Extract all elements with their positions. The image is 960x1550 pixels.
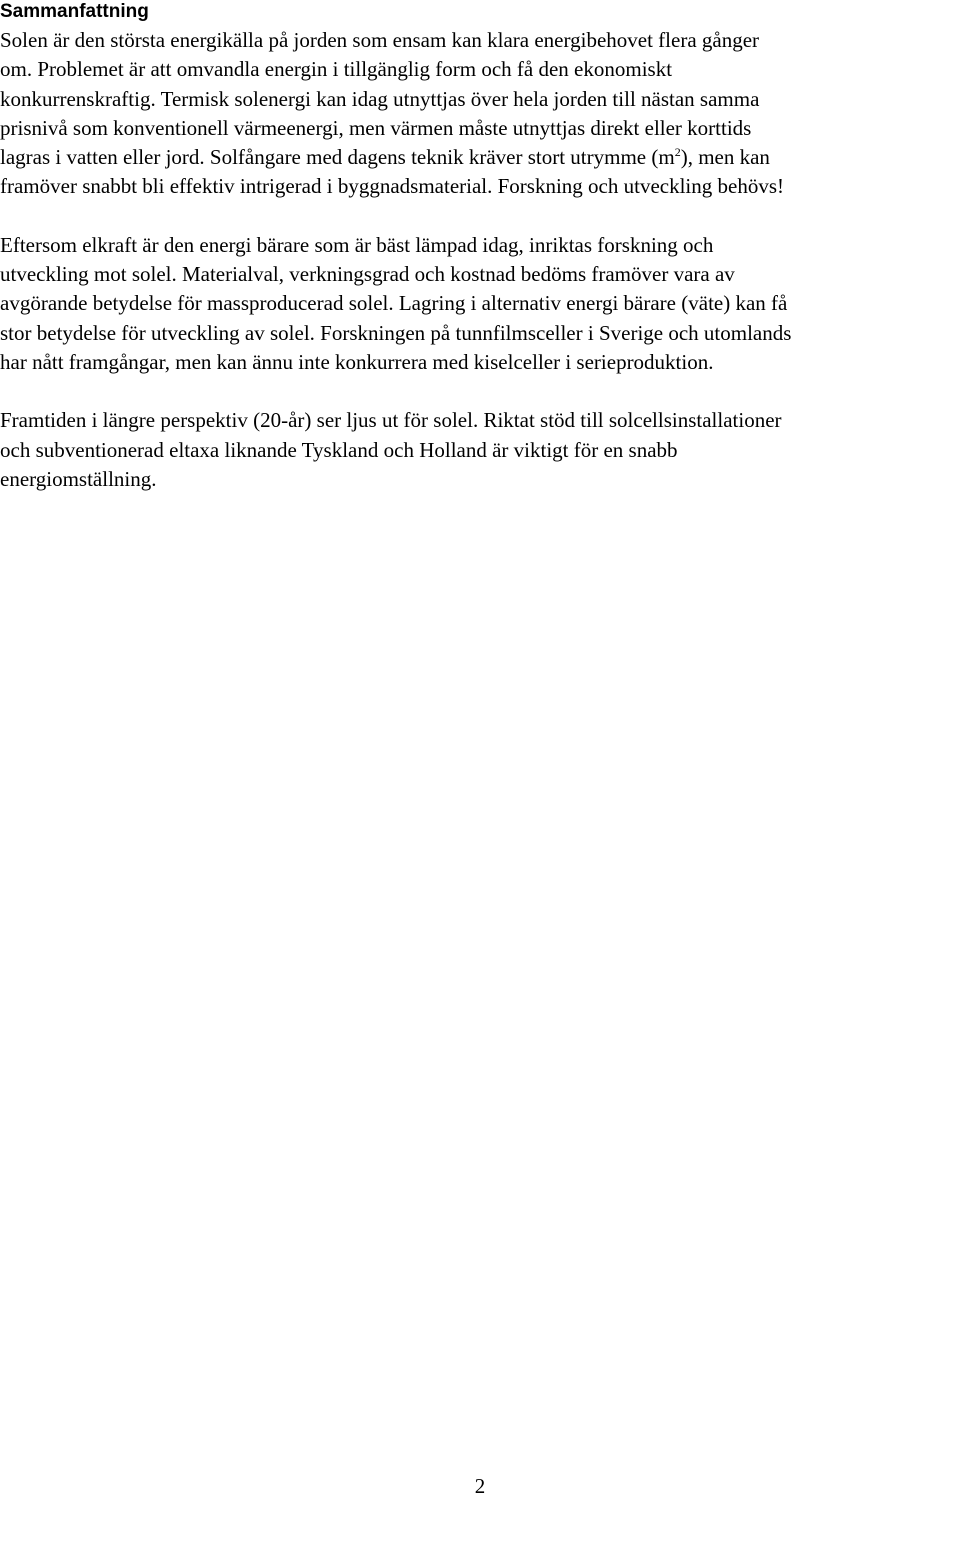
text-line: har nått framgångar, men kan ännu inte konkurrera med kiselceller i serieproduktion. (0, 349, 714, 374)
text-segment: lagras i vatten eller jord. Solfångare med dagens teknik kräver stort utrymme (m (0, 145, 675, 170)
text-line: Eftersom elkraft är den energi bärare som är bäst lämpad idag, inriktas forskning och (0, 232, 714, 257)
text-line: om. Problemet är att omvandla energin i tillgänglig form och få den ekonomiskt (0, 57, 673, 82)
page-number: 2 (474, 1474, 486, 1498)
text-line: Framtiden i längre perspektiv (20-år) ser ljus ut för solel. Riktat stöd till solcellsinstallationer (0, 408, 782, 433)
section-heading: Sammanfattning (0, 1, 149, 22)
superscript: 2 (674, 145, 681, 160)
text-segment: ), men kan (680, 145, 770, 170)
text-line: stor betydelse för utveckling av solel. Forskningen på tunnfilmsceller i Sverige och utomlands (0, 320, 792, 345)
text-line (0, 143, 960, 172)
text-line: Solen är den största energikälla på jorden som ensam kan klara energibehovet flera gånger (0, 28, 760, 52)
text-line: och subventionerad eltaxa liknande Tyskland och Holland är viktigt för en snabb (0, 437, 678, 462)
text-line: utveckling mot solel. Materialval, verkningsgrad och kostnad bedöms framöver vara av (0, 262, 735, 287)
text-line: framöver snabbt bli effektiv intrigerad i byggnadsmaterial. Forskning och utveckling behövs! (0, 174, 785, 199)
text-line: energiomställning. (0, 466, 157, 491)
text-line: konkurrenskraftig. Termisk solenergi kan idag utnyttjas över hela jorden till nästan samma (0, 86, 760, 111)
paragraph-1 (0, 26, 960, 202)
document-content (0, 0, 960, 494)
text-line: avgörande betydelse för massproducerad solel. Lagring i alternativ energi bärare (väte) kan få (0, 291, 788, 316)
paragraph-3 (0, 406, 960, 494)
paragraph-2 (0, 231, 960, 377)
text-line: prisnivå som konventionell värmeenergi, men värmen måste utnyttjas direkt eller korttids (0, 115, 752, 140)
